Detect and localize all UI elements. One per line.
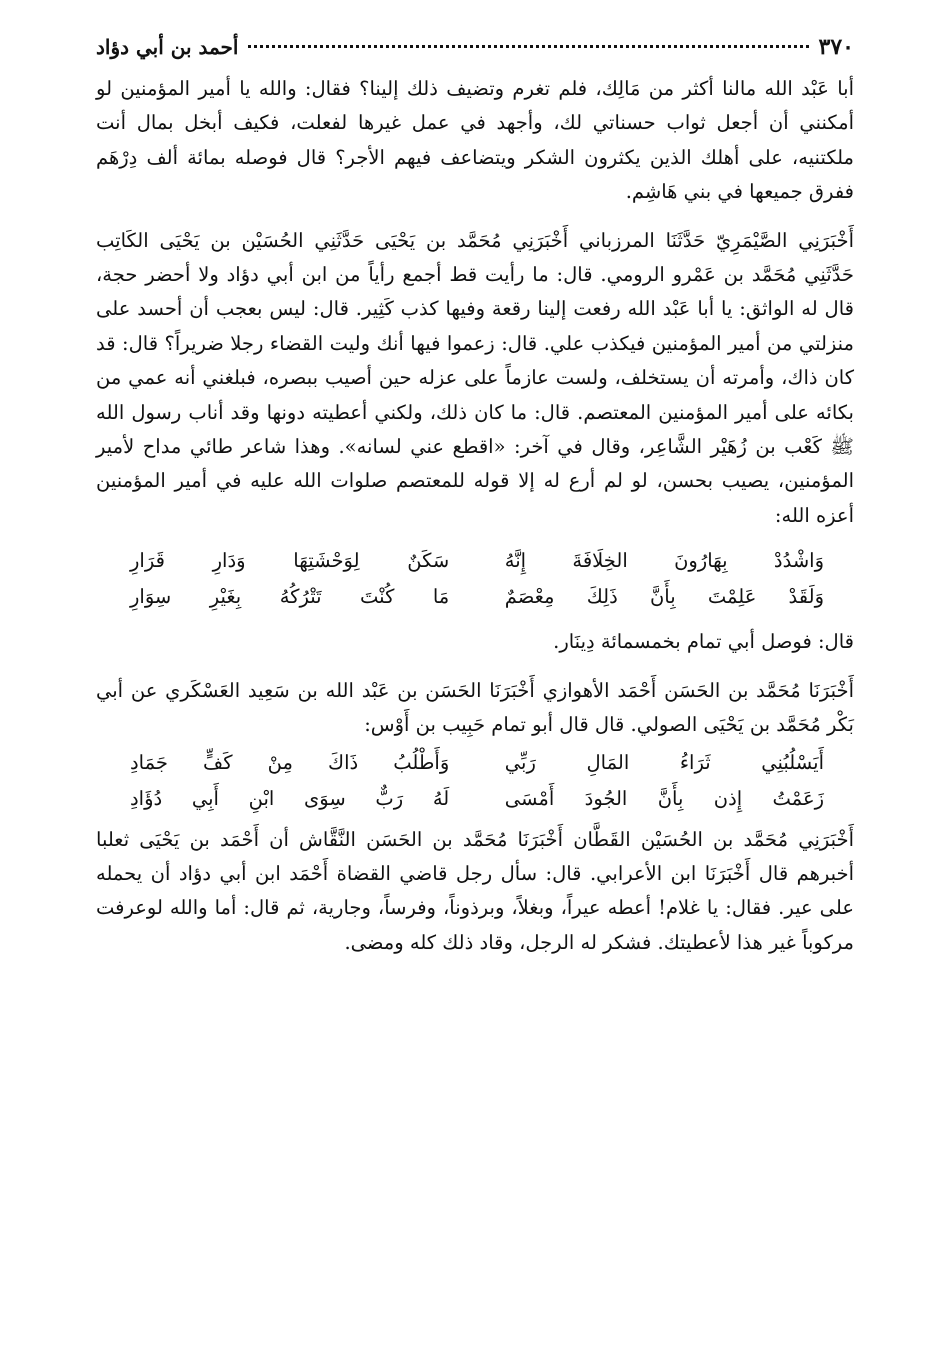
poem-2-line-1-second-hemistich: وَأَطْلُبُ ذَاكَ مِنْ كَفٍّ جَمَادِ — [130, 750, 450, 774]
poem-1-line-1-second-hemistich: سَكَنٌ لِوَحْشَتِهَا وَدَارِ قَرَارِ — [130, 549, 450, 573]
paragraph-1: أبا عَبْد الله مالنا أكثر من مَالِك، فلم تغرم وتضيف ذلك إلينا؟ فقال: والله يا أمير المؤمنين لو أمكنني أن أجعل ثواب حسناتي لك، وأجهد في عمل غيرها لفعلت، فكيف أبخل بمال أنت ملكتنيه، على أهلك الذين يكثرون الشكر ويتضاعف فيهم الأجر؟ قال فوصله بمائة ألف دِرْهَم ففرق جميعها في بني هَاشِم. — [96, 77, 854, 204]
poem-1-line-1 — [96, 543, 854, 579]
poem-2-line-1-first-hemistich: أَيَسْلُبُنِي ثَرَاءُ المَالِ رَبِّي — [504, 750, 824, 774]
dotted-leader — [248, 45, 808, 48]
poem-1-line-1-first-hemistich: وَاشْدُدْ بِهَارُونَ الخِلَافَةَ إِنَّهُ — [504, 549, 824, 573]
paragraph-2: أَخْبَرَنِي الصَّيْمَرِيّ حَدَّثَنَا المرزباني أَخْبَرَنِي مُحَمَّد بن يَحْيَى حَدَّثَنِي الحُسَيْن بن يَحْيَى الكَاتِب حَدَّثَنِي مُحَمَّد بن عَمْرو الرومي. قال: ما رأيت قط أجمع رأياً من ابن أبي دؤاد ولا أحضر حجة، قال له الواثق: يا أبا عَبْد الله رفعت إلينا رقعة وفيها كذب كَثِير. قال: ليس بعجب أن أحسد على منزلتي من أمير المؤمنين فيكذب علي. قال: زعموا فيها أنك وليت القضاء رجلا ضريراً؟ قال: قد كان ذاك، وأمرته أن يستخلف، ولست عازماً على عزله حين أصيب ببصره، فبلغني أنه عمي من بكائه على أمير المؤمنين المعتصم. قال: ما كان ذلك، ولكني أعطيته دونها وقد أناب رسول الله ﷺ كَعْب بن زُهَيْر الشَّاعِر، وقال في آخر: «اقطع عني لسانه». وهذا شاعر طائي مداح لأمير المؤمنين، يصيب بحسن، لو لم أرع له إلا قوله للمعتصم صلوات الله عليه في أمير المؤمنين أعزه الله: — [96, 228, 854, 527]
page-body — [96, 72, 854, 960]
running-title: أحمد بن أبي دؤاد — [96, 35, 239, 59]
poem-1-line-2 — [96, 579, 854, 615]
paragraph-5: أَخْبَرَنِي مُحَمَّد بن الحُسَيْن القَطَّان أَخْبَرَنَا مُحَمَّد بن الحَسَن النَّقَّاش أن أَحْمَد بن يَحْيَى ثعلبا أخبرهم قال أَخْبَرَنَا ابن الأعرابي. قال: سأل رجل قاضي القضاة أَحْمَد ابن أبي دؤاد أن يحمله على عير. فقال: يا غلام! أعطه عيراً، وبغلاً، وبرذوناً، وفرساً، وجارية، ثم قال: أما والله لوعرفت مركوباً غير هذا لأعطيتك. فشكر له الرجل، وقاد ذلك كله ومضى. — [96, 827, 854, 954]
poem-1-line-2-second-hemistich: مَا كُنْتَ تَتْرُكُهُ بِغَيْرِ سِوَارِ — [130, 585, 450, 609]
poem-2-line-2 — [96, 781, 854, 817]
paragraph-4: أَخْبَرَنَا مُحَمَّد بن الحَسَن أَحْمَد الأهوازي أَخْبَرَنَا الحَسَن بن عَبْد الله بن سَعِيد العَسْكَري عن أبي بَكْر مُحَمَّد بن يَحْيَى الصولي. قال قال أبو تمام حَبِيب بن أَوْس: — [96, 678, 854, 737]
poem-1 — [96, 543, 854, 615]
poem-2-line-1 — [96, 745, 854, 781]
poem-2-line-2-first-hemistich: زَعَمْتُ إِذن بِأَنَّ الجُودَ أَمْسَى — [504, 786, 824, 810]
poem-1-line-2-first-hemistich: وَلَقَدْ عَلِمْتَ بِأَنَّ ذَلِكَ مِعْصَمٌ — [504, 585, 824, 609]
page-header — [96, 34, 854, 66]
poem-2 — [96, 745, 854, 817]
paragraph-3: قال: فوصل أبي تمام بخمسمائة دِينَار. — [553, 630, 854, 654]
page-number: ٣٧٠ — [818, 34, 854, 60]
poem-2-line-2-second-hemistich: لَهُ رَبٌّ سِوَى ابْنِ أَبِي دُؤَادِ — [130, 786, 450, 810]
